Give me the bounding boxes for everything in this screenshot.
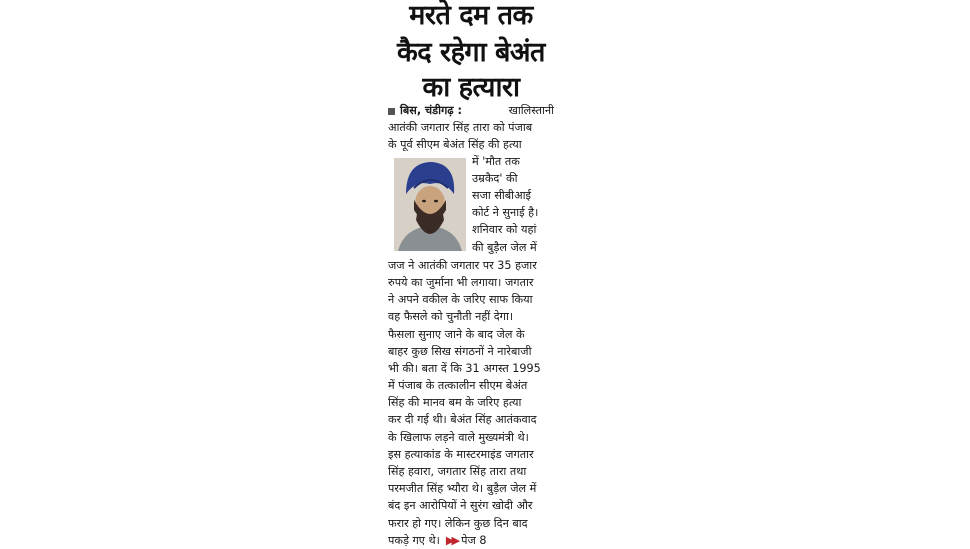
article-line: में पंजाब के तत्कालीन सीएम बेअंत [388,379,528,393]
headline-line-1: मरते दम तक [409,0,533,31]
article-line: की बुड़ैल जेल में [472,240,537,254]
article-line: सिंह की मानव बम के जरिए हत्या [388,396,522,410]
article-line: बाहर कुछ सिख संगठनों ने नारेबाजी [388,344,532,358]
article-line: शनिवार को यहां [472,223,537,237]
article-body [388,102,554,154]
article-line: फरार हो गए। लेकिन कुछ दिन बाद [388,516,528,530]
article-body-continued [388,257,554,549]
headline-line-3: का हत्यारा [422,72,520,103]
article-column-narrow [472,154,554,257]
person-photo-image [394,158,466,251]
article-line: के खिलाफ लड़ने वाले मुख्यमंत्री थे। [388,430,529,444]
article-line: सजा सीबीआई [472,188,531,202]
headline-line-2: कैद रहेगा बेअंत [397,37,545,68]
continued-page: पेज 8 [461,533,487,547]
article-line: इस हत्याकांड के मास्टरमाइंड जगतार [388,447,534,461]
article-line: उम्रकैद' की [472,171,518,185]
article-text: खालिस्तानी [508,104,554,117]
article-line: के पूर्व सीएम बेअंत सिंह की हत्या [388,138,522,152]
article-line: ने अपने वकील के जरिए साफ किया [388,293,533,307]
article-line: बंद इन आरोपियों ने सुरंग खोदी और [388,499,533,513]
article-line: कोर्ट ने सुनाई है। [472,206,539,220]
article-line: भी की। बता दें कि 31 अगस्त 1995 [388,361,541,375]
continued-arrow-icon: ▶▶ [445,533,458,547]
article-line: परमजीत सिंह भ्यौरा थे। बुड़ैल जेल में [388,482,537,496]
article-line: में 'मौत तक [472,154,520,168]
article-line: रुपये का जुर्माना भी लगाया। जगतार [388,275,534,289]
article-line-last [388,532,554,549]
article-line: जज ने आतंकी जगतार पर 35 हजार [388,258,537,272]
article-line: कर दी गई थी। बेअंत सिंह आतंकवाद [388,413,537,427]
article-line: फैसला सुनाए जाने के बाद जेल के [388,327,525,341]
article-line [388,102,554,119]
article-line: वह फैसले को चुनौती नहीं देगा। [388,310,514,324]
bullet-square [388,108,395,115]
dateline: बिस, चंडीगढ़ : [400,104,462,117]
article-line: आतंकी जगतार सिंह तारा को पंजाब [388,121,533,135]
news-clipping [388,0,554,545]
article-text: पकड़े गए थे। [388,533,440,547]
article-line: सिंह हवारा, जगतार सिंह तारा तथा [388,465,527,479]
person-photo [394,158,466,251]
